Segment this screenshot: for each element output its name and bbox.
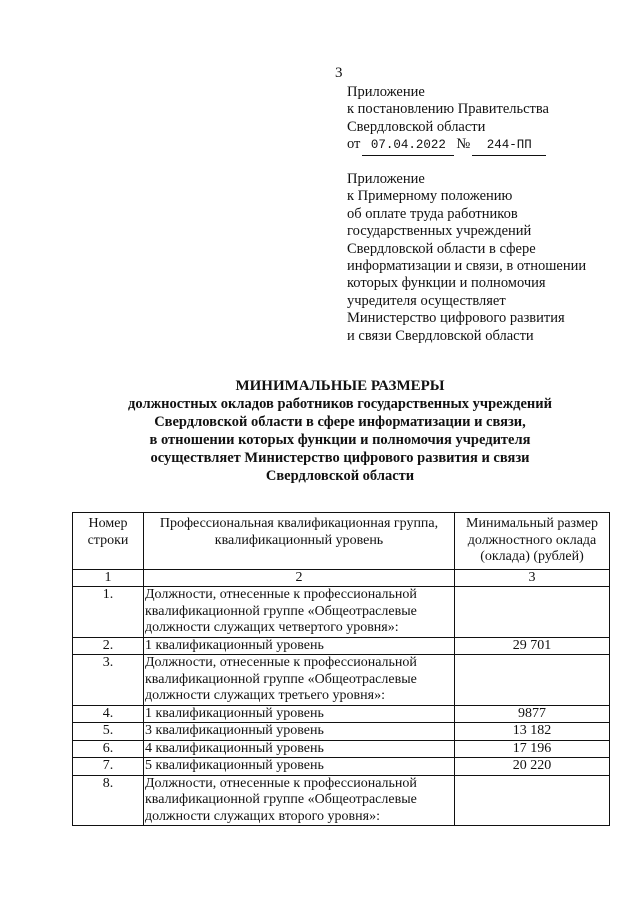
- number-sign: №: [456, 136, 471, 153]
- decree-number: 244-ПП: [472, 137, 546, 155]
- header-row-number: Номер строки: [73, 513, 144, 570]
- appendix-line: Свердловской области: [347, 118, 486, 135]
- appendix-line: государственных учреждений: [347, 223, 532, 240]
- appendix-line: об оплате труда работников: [347, 205, 518, 222]
- row-description: Должности, отнесенные к профессиональной квалификационной группе «Общеотраслевые должности служащих второго уровня»:: [144, 775, 455, 826]
- column-index: 3: [455, 569, 610, 587]
- row-salary: 13 182: [455, 723, 610, 741]
- row-salary: [455, 775, 610, 826]
- document-title: [60, 377, 620, 485]
- decree-date-line: [347, 136, 549, 155]
- appendix-line: информатизации и связи, в отношении: [347, 258, 587, 275]
- row-salary: 17 196: [455, 740, 610, 758]
- row-salary: 9877: [455, 705, 610, 723]
- appendix-line: к постановлению Правительства: [347, 101, 549, 118]
- salary-table: [72, 512, 610, 826]
- row-number: 3.: [73, 655, 144, 706]
- title-line: Свердловской области в сфере информатизации и связи,: [154, 414, 526, 430]
- decree-date: 07.04.2022: [362, 137, 454, 155]
- column-index: 1: [73, 569, 144, 587]
- table-row: [73, 740, 610, 758]
- row-description: 3 квалификационный уровень: [144, 723, 455, 741]
- table-row: [73, 587, 610, 638]
- row-salary: [455, 655, 610, 706]
- row-salary: 29 701: [455, 637, 610, 655]
- table-row: [73, 775, 610, 826]
- row-description: 4 квалификационный уровень: [144, 740, 455, 758]
- row-number: 8.: [73, 775, 144, 826]
- row-description: Должности, отнесенные к профессиональной квалификационной группе «Общеотраслевые должности служащих третьего уровня»:: [144, 655, 455, 706]
- title-line: в отношении которых функции и полномочия учредителя: [149, 432, 531, 448]
- title-line: Свердловской области: [265, 468, 415, 484]
- header-qualification-group: Профессиональная квалификационная группа, квалификационный уровень: [144, 513, 455, 570]
- appendix-line: Приложение: [347, 171, 425, 187]
- row-number: 5.: [73, 723, 144, 741]
- title-line: должностных окладов работников государственных учреждений: [128, 396, 552, 412]
- date-prefix: от: [347, 136, 361, 153]
- table-row: [73, 655, 610, 706]
- row-description: Должности, отнесенные к профессиональной квалификационной группе «Общеотраслевые должности служащих четвертого уровня»:: [144, 587, 455, 638]
- appendix-government-decree: [347, 84, 549, 156]
- row-number: 2.: [73, 637, 144, 655]
- table-row: [73, 723, 610, 741]
- column-index-row: [73, 569, 610, 587]
- page-number: 3: [335, 65, 343, 81]
- appendix-line: и связи Свердловской области: [347, 327, 534, 344]
- title-heading: МИНИМАЛЬНЫЕ РАЗМЕРЫ: [235, 378, 445, 394]
- row-number: 1.: [73, 587, 144, 638]
- table-row: [73, 705, 610, 723]
- appendix-line: учредителя осуществляет: [347, 292, 506, 309]
- row-salary: [455, 587, 610, 638]
- row-description: 5 квалификационный уровень: [144, 758, 455, 776]
- row-salary: 20 220: [455, 758, 610, 776]
- table-row: [73, 758, 610, 776]
- appendix-line: Министерство цифрового развития: [347, 310, 565, 327]
- row-number: 6.: [73, 740, 144, 758]
- header-minimum-salary: Минимальный размер должностного оклада (оклада) (рублей): [455, 513, 610, 570]
- appendix-line: Свердловской области в сфере: [347, 240, 536, 257]
- table-header-row: [73, 513, 610, 570]
- column-index: 2: [144, 569, 455, 587]
- row-description: 1 квалификационный уровень: [144, 705, 455, 723]
- row-number: 7.: [73, 758, 144, 776]
- row-number: 4.: [73, 705, 144, 723]
- appendix-line: которых функции и полномочия: [347, 275, 546, 292]
- title-line: осуществляет Министерство цифрового развития и связи: [150, 450, 530, 466]
- appendix-line: к Примерному положению: [347, 188, 513, 205]
- appendix-line: Приложение: [347, 84, 425, 100]
- appendix-model-regulation: [347, 171, 586, 345]
- row-description: 1 квалификационный уровень: [144, 637, 455, 655]
- table-row: [73, 637, 610, 655]
